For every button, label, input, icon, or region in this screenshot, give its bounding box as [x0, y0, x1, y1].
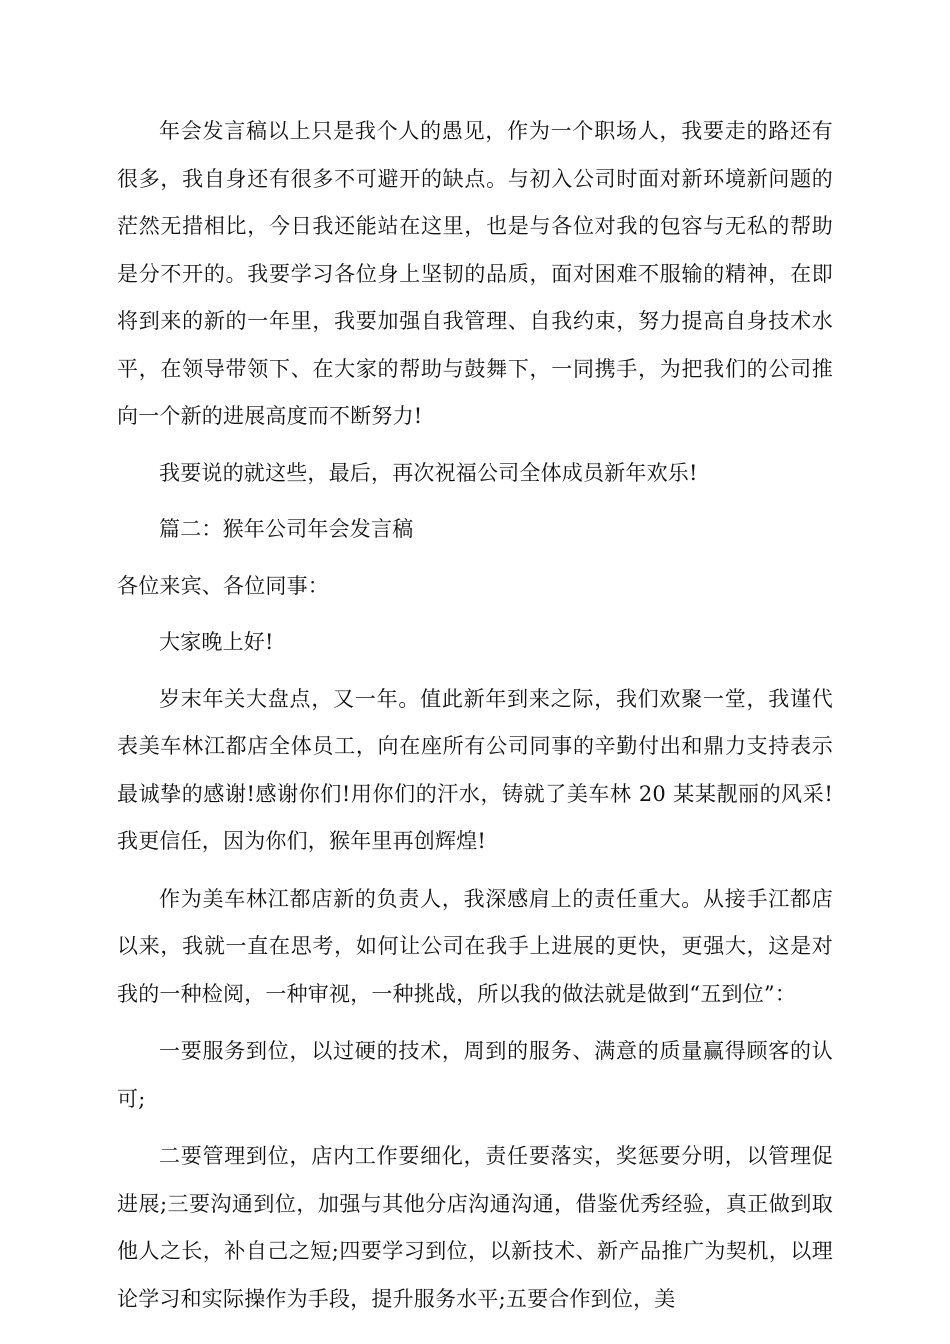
paragraph-management: 二要管理到位，店内工作要细化，责任要落实，奖惩要分明，以管理促进展;三要沟通到位，加强与其他分店沟通沟通，借鉴优秀经验，真正做到取他人之长，补自己之短;四要学习到位，以新技术、新产品推广为契机，以理论学习和实际操作为手段，提升服务水平;五要合作到位，美	[117, 1144, 833, 1311]
greeting: 大家晚上好!	[159, 630, 274, 654]
salutation: 各位来宾、各位同事：	[117, 573, 329, 598]
document-body	[117, 108, 833, 1323]
section-heading: 篇二：猴年公司年会发言稿	[159, 517, 414, 541]
paragraph-responsibility: 作为美车林江都店新的负责人，我深感肩上的责任重大。从接手江都店以来，我就一直在思考，如何让公司在我手上进展的更快，更强大，这是对我的一种检阅，一种审视，一种挑战，所以我的做法就是做到“五到位”：	[117, 886, 833, 1006]
paragraph-year-end-thanks: 岁末年关大盘点，又一年。值此新年到来之际，我们欢聚一堂，我谨代表美车林江都店全体员工，向在座所有公司同事的辛勤付出和鼎力支持表示最诚挚的感谢!感谢你们!用你们的汗水，铸就了美车林 20 某某靓丽的风采!我更信任，因为你们，猴年里再创辉煌!	[117, 686, 833, 853]
paragraph-service: 一要服务到位，以过硬的技术，周到的服务、满意的质量赢得顾客的认可;	[117, 1039, 833, 1111]
paragraph-final-wishes: 我要说的就这些，最后，再次祝福公司全体成员新年欢乐!	[159, 460, 698, 485]
paragraph-closing-remarks: 年会发言稿以上只是我个人的愚见，作为一个职场人，我要走的路还有很多，我自身还有很多不可避开的缺点。与初入公司时面对新环境新问题的茫然无措相比，今日我还能站在这里，也是与各位对我的包容与无私的帮助是分不开的。我要学习各位身上坚韧的品质，面对困难不服输的精神，在即将到来的新的一年里，我要加强自我管理、自我约束，努力提高自身技术水平，在领导带领下、在大家的帮助与鼓舞下，一同携手，为把我们的公司推向一个新的进展高度而不断努力!	[117, 119, 833, 428]
